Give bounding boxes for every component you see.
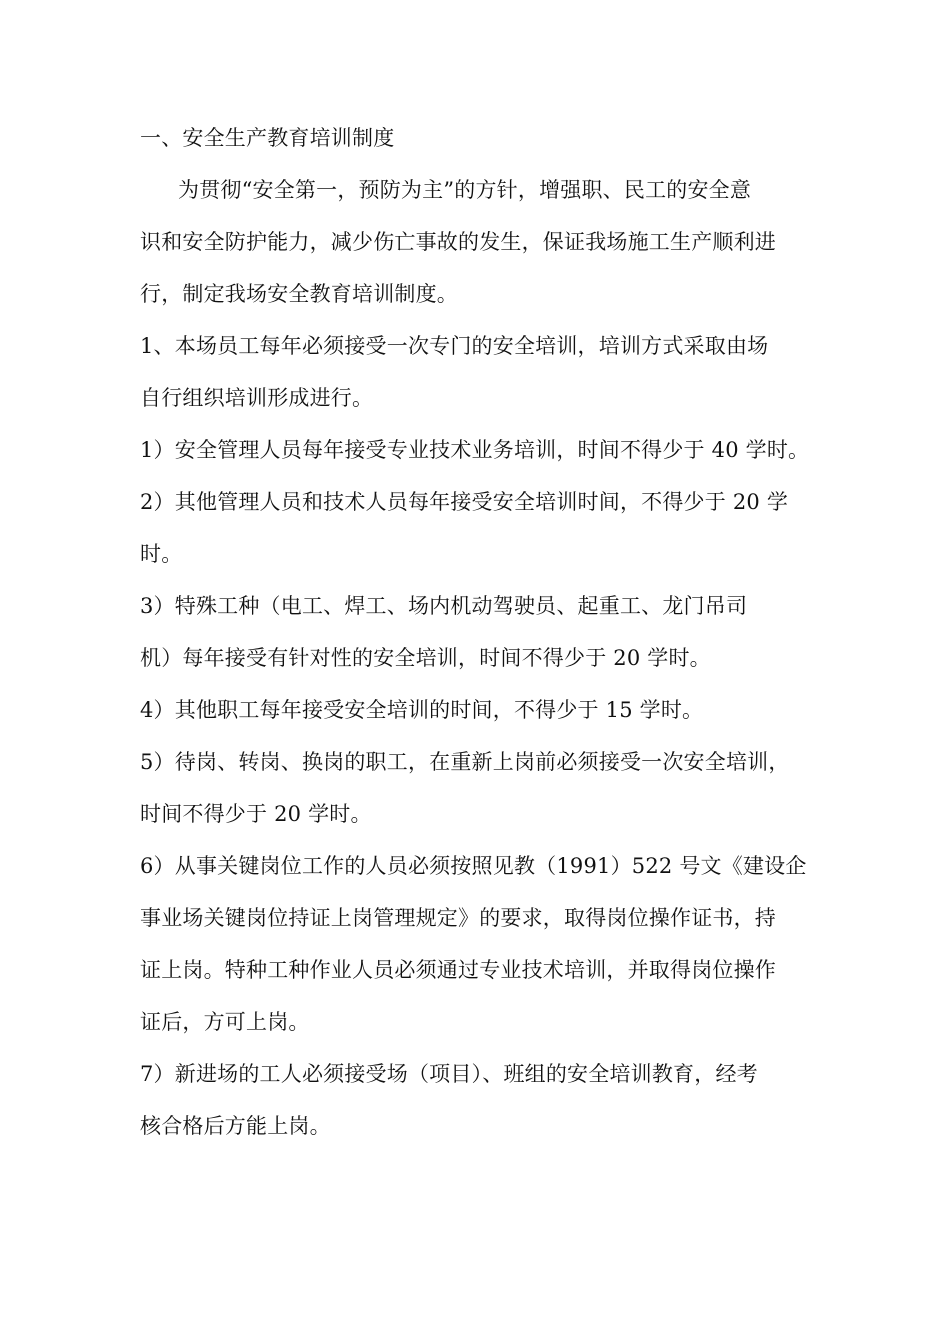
- list-item: 6）从事关键岗位工作的人员必须按照见教（1991）522 号文《建设企: [140, 854, 807, 878]
- list-item: 7）新进场的工人必须接受场（项目）、班组的安全培训教育，经考: [140, 1062, 758, 1086]
- list-item: 4）其他职工每年接受安全培训的时间，不得少于 15 学时。: [140, 698, 704, 722]
- list-item-continuation: 时间不得少于 20 学时。: [140, 802, 372, 826]
- list-item-continuation: 证后，方可上岗。: [140, 1010, 310, 1034]
- paragraph-line: 为贯彻“安全第一，预防为主”的方针，增强职、民工的安全意: [178, 178, 752, 202]
- list-item-continuation: 证上岗。特种工种作业人员必须通过专业技术培训，并取得岗位操作: [140, 958, 776, 982]
- list-item: 3）特殊工种（电工、焊工、场内机动驾驶员、起重工、龙门吊司: [140, 594, 748, 618]
- list-item-continuation: 事业场关键岗位持证上岗管理规定》的要求，取得岗位操作证书，持: [140, 906, 776, 930]
- document-title: 一、安全生产教育培训制度: [140, 126, 395, 150]
- list-item-continuation: 核合格后方能上岗。: [140, 1114, 331, 1138]
- list-item: 2）其他管理人员和技术人员每年接受安全培训时间，不得少于 20 学: [140, 490, 789, 514]
- paragraph-line: 自行组织培训形成进行。: [140, 386, 374, 410]
- list-item: 1）安全管理人员每年接受专业技术业务培训，时间不得少于 40 学时。: [140, 438, 810, 462]
- list-item: 5）待岗、转岗、换岗的职工，在重新上岗前必须接受一次安全培训，: [140, 750, 790, 774]
- list-item-continuation: 机）每年接受有针对性的安全培训，时间不得少于 20 学时。: [140, 646, 711, 670]
- paragraph-line: 识和安全防护能力，减少伤亡事故的发生，保证我场施工生产顺利进: [140, 230, 776, 254]
- paragraph-line: 行，制定我场安全教育培训制度。: [140, 282, 458, 306]
- paragraph-line: 1、本场员工每年必须接受一次专门的安全培训，培训方式采取由场: [140, 334, 769, 358]
- list-item-continuation: 时。: [140, 542, 183, 566]
